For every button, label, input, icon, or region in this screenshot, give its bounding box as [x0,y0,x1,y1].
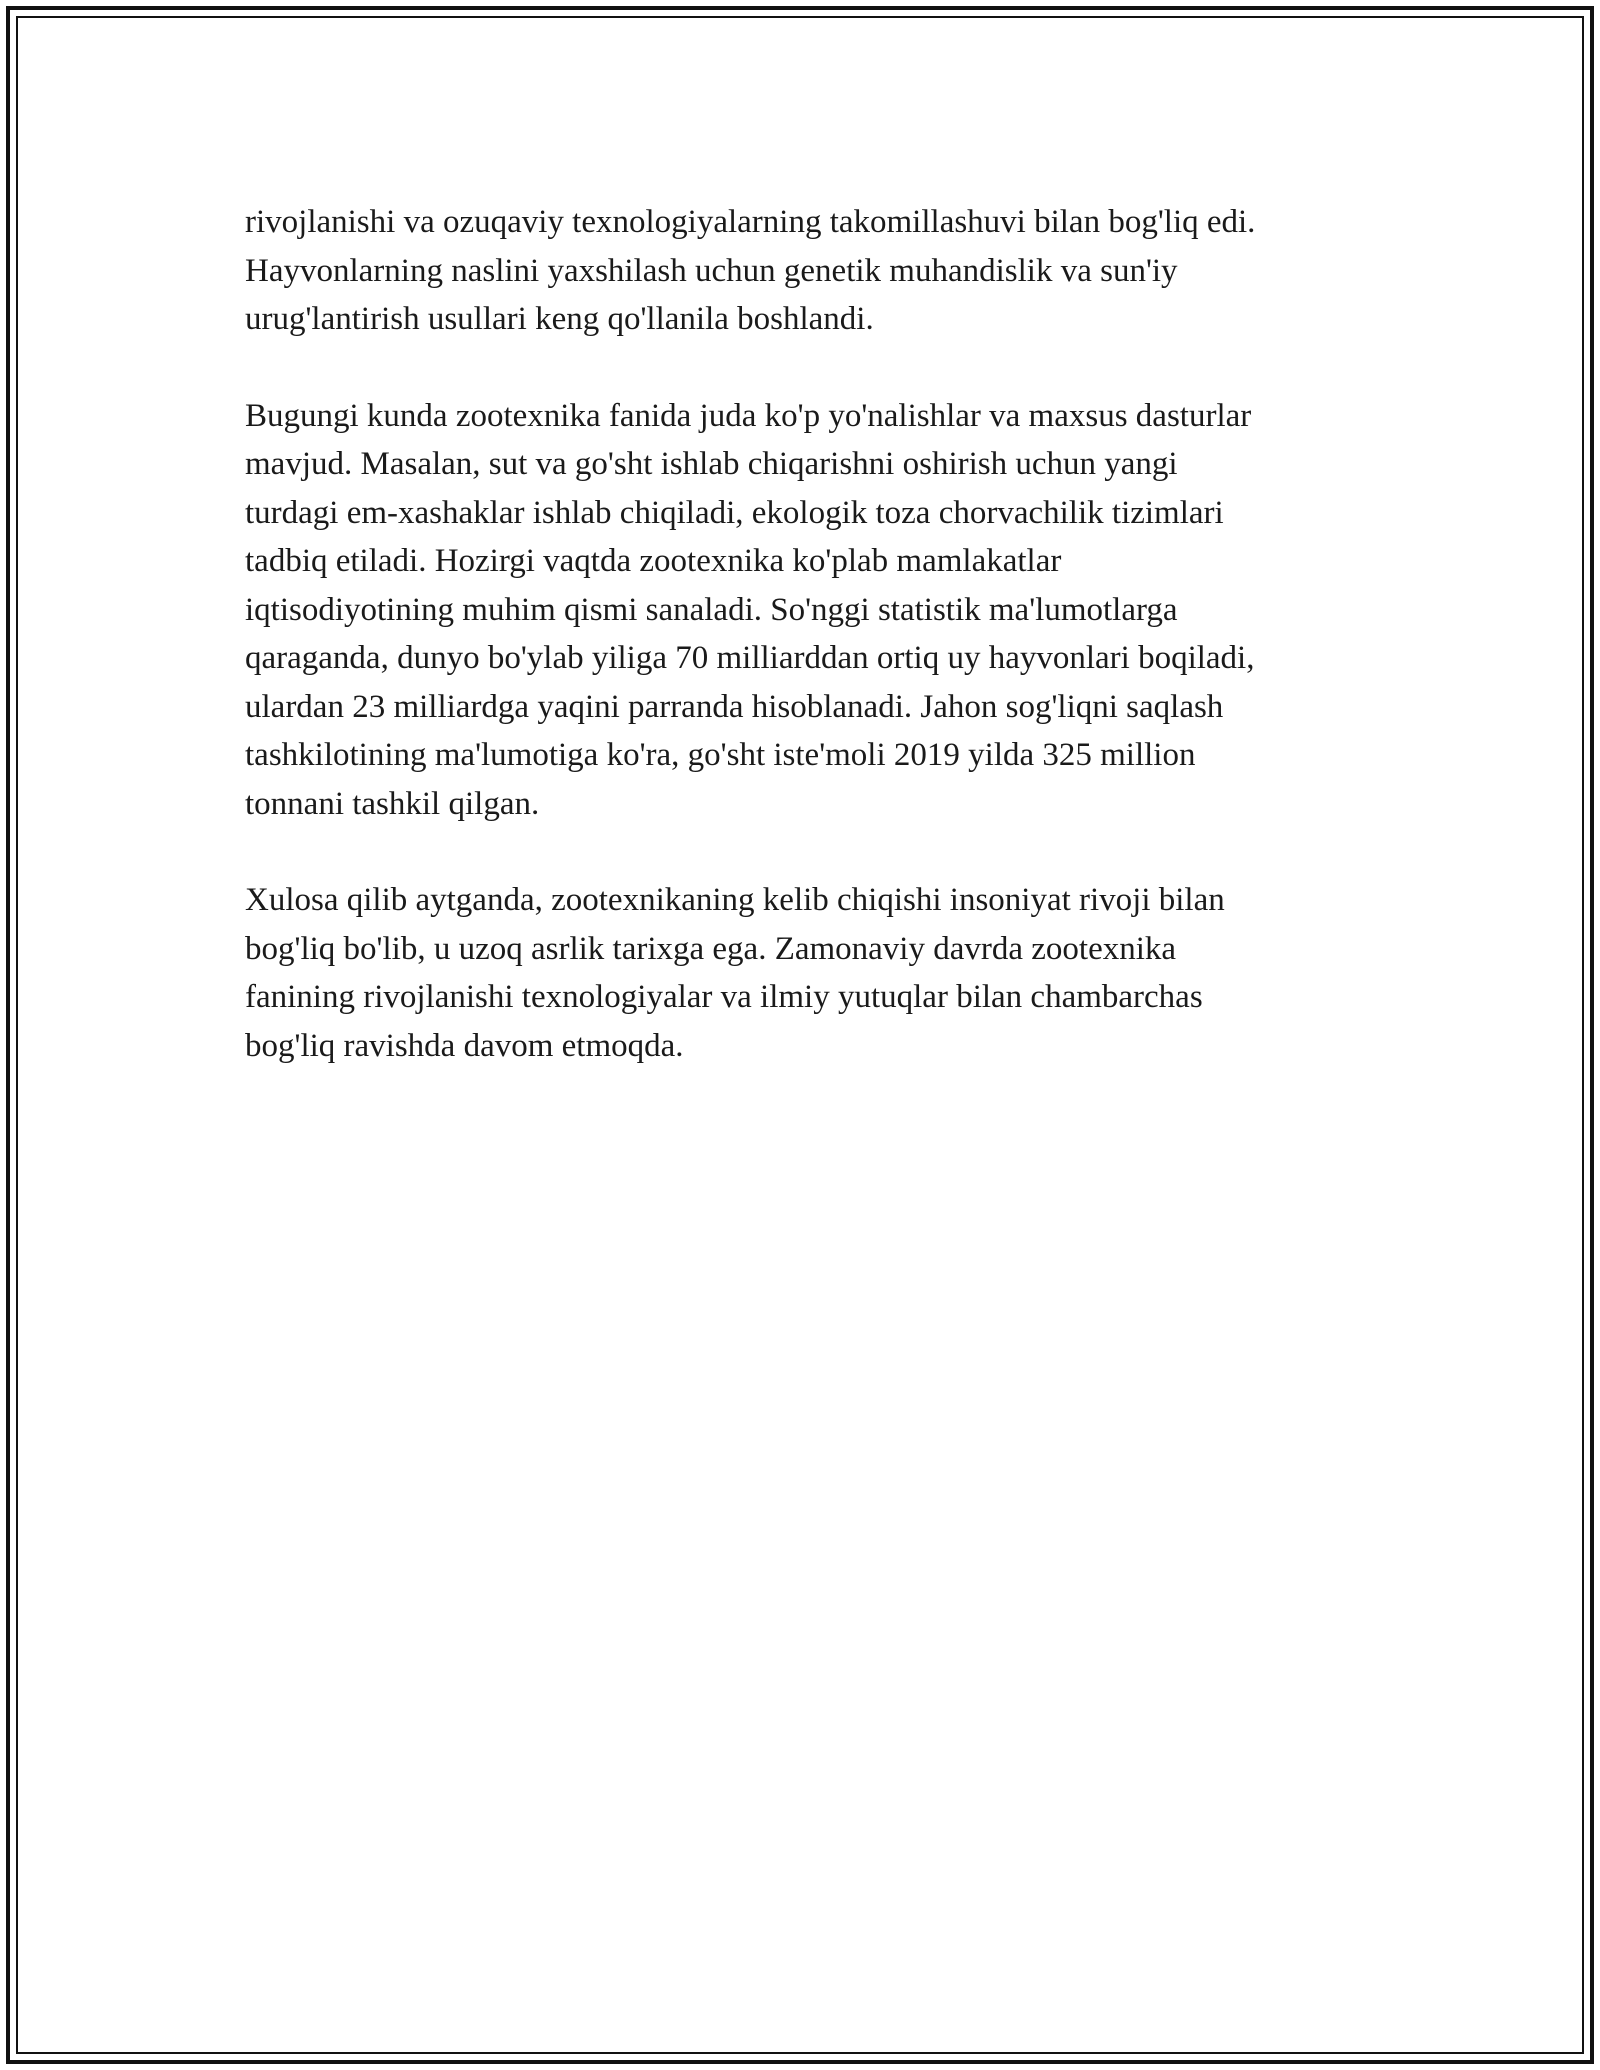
document-body [245,198,1395,1118]
text-line: Hayvonlarning naslini yaxshilash uchun genetik muhandislik va sun'iy [245,252,1178,289]
paragraph-3 [245,876,1395,1070]
text-line: bog'liq bo'lib, u uzoq asrlik tarixga ega. Zamonaviy davrda zootexnika [245,930,1177,967]
paragraph-1 [245,198,1395,344]
text-line: qaraganda, dunyo bo'ylab yiliga 70 milliarddan ortiq uy hayvonlari boqiladi, [245,640,1255,676]
page-border [6,6,1594,2064]
text-line: tashkilotining ma'lumotiga ko'ra, go'sht iste'moli 2019 yilda 325 million [245,737,1196,773]
text-line: rivojlanishi va ozuqaviy texnologiyalarning takomillashuvi bilan bog'liq edi. [245,204,1256,240]
paragraph-2 [245,392,1395,829]
text-line: Xulosa qilib aytganda, zootexnikaning kelib chiqishi insoniyat rivoji bilan [245,882,1225,918]
text-line: turdagi em-xashaklar ishlab chiqiladi, ekologik toza chorvachilik tizimlari [245,494,1224,531]
text-line: fanining rivojlanishi texnologiyalar va ilmiy yutuqlar bilan chambarchas [245,979,1203,1015]
text-line: iqtisodiyotining muhim qismi sanaladi. So'nggi statistik ma'lumotlarga [245,591,1178,628]
text-line: tadbiq etiladi. Hozirgi vaqtda zootexnika ko'plab mamlakatlar [245,543,1062,579]
text-line: mavjud. Masalan, sut va go'sht ishlab chiqarishni oshirish uchun yangi [245,446,1178,482]
text-line: tonnani tashkil qilgan. [245,785,540,822]
text-line: ulardan 23 milliardga yaqini parranda hisoblanadi. Jahon sog'liqni saqlash [245,688,1224,725]
text-line: Bugungi kunda zootexnika fanida juda ko'p yo'nalishlar va maxsus dasturlar [245,397,1252,434]
text-line: urug'lantirish usullari keng qo'llanila boshlandi. [245,301,874,337]
text-line: bog'liq ravishda davom etmoqda. [245,1027,684,1064]
